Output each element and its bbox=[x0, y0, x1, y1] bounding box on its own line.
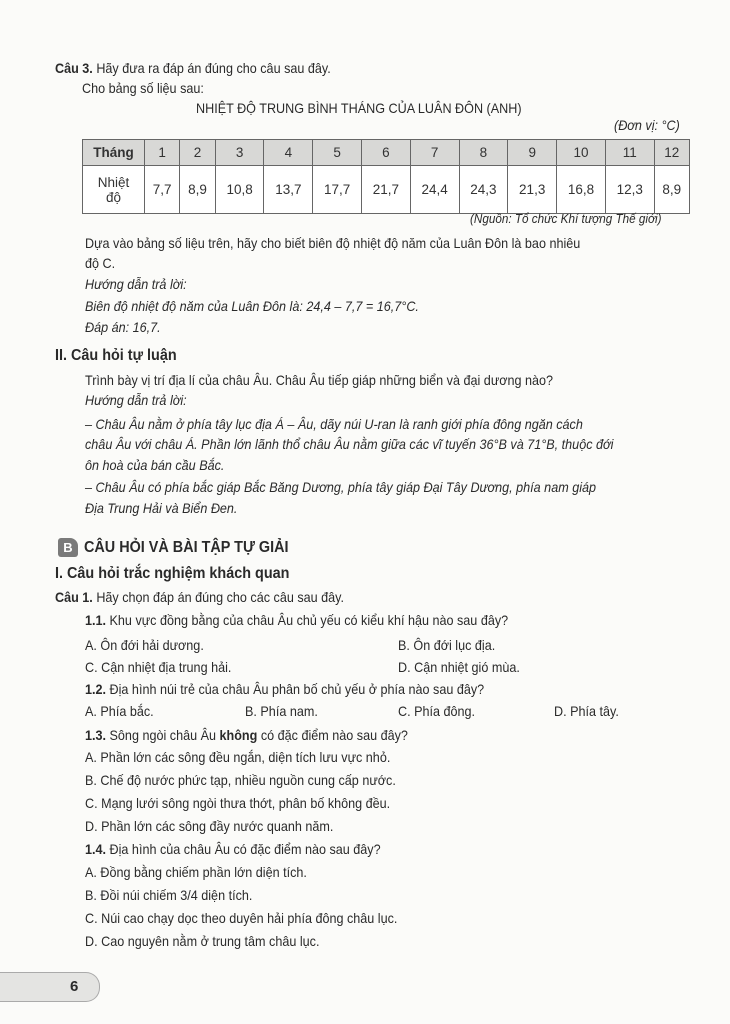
temp-cell: 8,9 bbox=[654, 166, 689, 214]
month-cell: 1 bbox=[145, 140, 180, 166]
row-label-line: độ bbox=[105, 189, 122, 205]
option: A. Ôn đới hải dương. bbox=[85, 637, 204, 653]
option: B. Chế độ nước phức tạp, nhiều nguồn cung cấp nước. bbox=[85, 772, 396, 788]
section-b-heading: CÂU HỎI VÀ BÀI TẬP TỰ GIẢI bbox=[84, 539, 289, 556]
month-cell: 5 bbox=[313, 140, 362, 166]
row-label bbox=[83, 166, 145, 214]
option: B. Đồi núi chiếm 3/4 diện tích. bbox=[85, 887, 253, 903]
essay-guide: Hướng dẫn trả lời: bbox=[85, 392, 187, 408]
option: B. Ôn đới lục địa. bbox=[398, 637, 496, 653]
temp-cell: 21,3 bbox=[508, 166, 557, 214]
option: A. Đồng bằng chiếm phần lớn diện tích. bbox=[85, 864, 307, 880]
essay-line: Địa Trung Hải và Biển Đen. bbox=[85, 500, 238, 516]
temp-cell: 8,9 bbox=[180, 166, 215, 214]
month-cell: 11 bbox=[605, 140, 654, 166]
option: D. Cao nguyên nằm ở trung tâm châu lục. bbox=[85, 933, 320, 949]
temp-cell: 17,7 bbox=[313, 166, 362, 214]
q-number: 1.3. bbox=[85, 727, 107, 743]
q3-title bbox=[55, 59, 331, 77]
q3-answer: Đáp án: 16,7. bbox=[85, 319, 161, 335]
option: A. Phần lớn các sông đều ngắn, diện tích lưu vực nhỏ. bbox=[85, 749, 391, 765]
page-number: 6 bbox=[70, 978, 79, 995]
q-number: 1.2. bbox=[85, 681, 107, 697]
q3-question-cont: độ C. bbox=[85, 255, 116, 271]
q-number: 1.1. bbox=[85, 612, 107, 628]
option: A. Phía bắc. bbox=[85, 703, 154, 719]
q14 bbox=[85, 840, 381, 858]
temp-cell: 7,7 bbox=[145, 166, 180, 214]
essay-question: Trình bày vị trí địa lí của châu Âu. Châu Âu tiếp giáp những biển và đại dương nào? bbox=[85, 372, 554, 388]
option: D. Phía tây. bbox=[554, 703, 619, 719]
c1-title bbox=[55, 588, 344, 606]
table-title: NHIỆT ĐỘ TRUNG BÌNH THÁNG CỦA LUÂN ĐÔN (ANH) bbox=[196, 100, 522, 116]
month-cell: 12 bbox=[654, 140, 689, 166]
temp-cell: 24,4 bbox=[410, 166, 459, 214]
essay-line: – Châu Âu nằm ở phía tây lục địa Á – Âu, dãy núi U-ran là ranh giới phía đông ngăn cách bbox=[85, 416, 583, 432]
essay-line: châu Âu với châu Á. Phần lớn lãnh thổ châu Âu nằm giữa các vĩ tuyến 36°B và 71°B, thuộc đới bbox=[85, 436, 614, 452]
q3-guide: Hướng dẫn trả lời: bbox=[85, 276, 187, 292]
page-number-tab bbox=[0, 972, 100, 1002]
q-text: có đặc điểm nào sau đây? bbox=[257, 727, 408, 743]
month-cell: 4 bbox=[264, 140, 313, 166]
temp-cell: 13,7 bbox=[264, 166, 313, 214]
q11 bbox=[85, 611, 508, 629]
q13 bbox=[85, 726, 408, 744]
month-cell: 9 bbox=[508, 140, 557, 166]
table-source: (Nguồn: Tổ chức Khí tượng Thế giới) bbox=[470, 211, 662, 226]
essay-heading: II. Câu hỏi tự luận bbox=[55, 347, 177, 364]
row-label-line: Nhiệt bbox=[97, 174, 130, 190]
option: B. Phía nam. bbox=[245, 703, 318, 719]
q3-answer-line: Biên độ nhiệt độ năm của Luân Đôn là: 24,4 – 7,7 = 16,7°C. bbox=[85, 298, 419, 314]
c1-label: Câu 1. bbox=[55, 589, 93, 605]
q3-intro: Cho bảng số liệu sau: bbox=[82, 80, 204, 96]
section-b-subheading: I. Câu hỏi trắc nghiệm khách quan bbox=[55, 565, 290, 582]
temp-cell: 16,8 bbox=[557, 166, 606, 214]
month-cell: 3 bbox=[215, 140, 264, 166]
temperature-table bbox=[82, 139, 690, 214]
month-cell: 2 bbox=[180, 140, 215, 166]
temp-cell: 24,3 bbox=[459, 166, 508, 214]
q-text: Sông ngòi châu Âu bbox=[106, 727, 220, 743]
q-emphasis: không bbox=[219, 727, 258, 743]
temp-cell: 10,8 bbox=[215, 166, 264, 214]
option: C. Phía đông. bbox=[398, 703, 476, 719]
month-cell: 8 bbox=[459, 140, 508, 166]
section-b-badge: B bbox=[58, 538, 78, 557]
option: C. Mạng lưới sông ngòi thưa thớt, phân bố không đều. bbox=[85, 795, 391, 811]
table-header-row bbox=[83, 140, 690, 166]
q3-text: Hãy đưa ra đáp án đúng cho câu sau đây. bbox=[92, 60, 331, 76]
q3-label: Câu 3. bbox=[55, 60, 93, 76]
table-row bbox=[83, 166, 690, 214]
option: C. Cận nhiệt địa trung hải. bbox=[85, 659, 232, 675]
unit-label: (Đơn vị: °C) bbox=[614, 117, 680, 133]
month-cell: 6 bbox=[362, 140, 411, 166]
essay-line: – Châu Âu có phía bắc giáp Bắc Băng Dương, phía tây giáp Đại Tây Dương, phía nam giáp bbox=[85, 479, 597, 495]
q-number: 1.4. bbox=[85, 841, 107, 857]
q-text: Khu vực đồng bằng của châu Âu chủ yếu có kiểu khí hậu nào sau đây? bbox=[106, 612, 509, 628]
temp-cell: 21,7 bbox=[362, 166, 411, 214]
q-text: Địa hình của châu Âu có đặc điểm nào sau đây? bbox=[106, 841, 381, 857]
month-cell: 7 bbox=[410, 140, 459, 166]
q12 bbox=[85, 680, 484, 698]
temp-cell: 12,3 bbox=[605, 166, 654, 214]
month-cell: 10 bbox=[557, 140, 606, 166]
essay-line: ôn hoà của bán cầu Bắc. bbox=[85, 457, 225, 473]
option: D. Phần lớn các sông đầy nước quanh năm. bbox=[85, 818, 334, 834]
option: D. Cận nhiệt gió mùa. bbox=[398, 659, 520, 675]
q-text: Địa hình núi trẻ của châu Âu phân bố chủ yếu ở phía nào sau đây? bbox=[106, 681, 485, 697]
option: C. Núi cao chạy dọc theo duyên hải phía đông châu lục. bbox=[85, 910, 398, 926]
q3-question: Dựa vào bảng số liệu trên, hãy cho biết biên độ nhiệt độ năm của Luân Đôn là bao nhiêu bbox=[85, 235, 581, 251]
header-cell: Tháng bbox=[83, 140, 145, 166]
c1-text: Hãy chọn đáp án đúng cho các câu sau đây. bbox=[92, 589, 345, 605]
